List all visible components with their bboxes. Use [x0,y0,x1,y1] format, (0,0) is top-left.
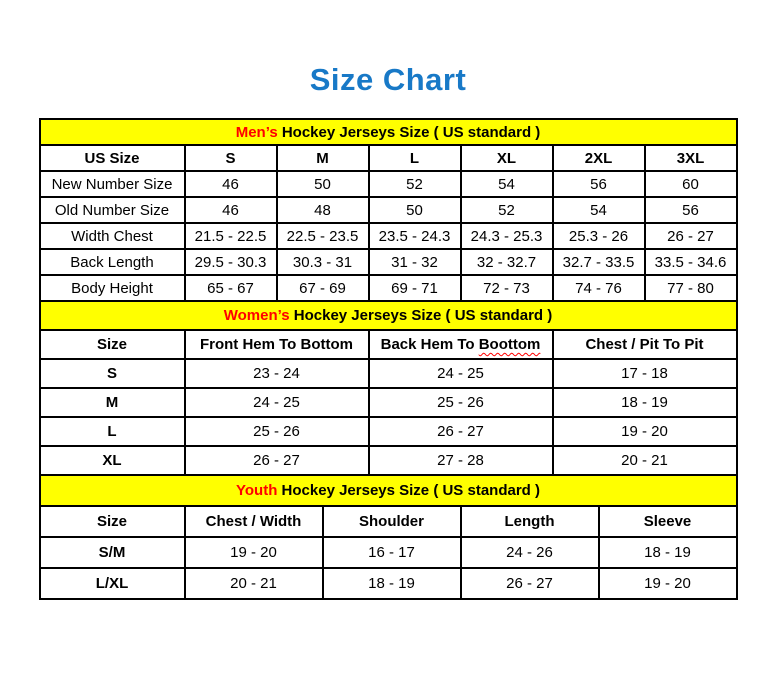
table-cell: 20 - 21 [553,446,737,475]
table-cell: 25 - 26 [185,417,369,446]
table-cell: 26 - 27 [645,223,737,249]
table-cell: 31 - 32 [369,249,461,275]
table-cell: 25.3 - 26 [553,223,645,249]
youth-header-row [40,506,737,537]
table-row [40,249,737,275]
youth-band-rest: Hockey Jerseys Size ( US standard ) [277,482,540,499]
row-label: L/XL [40,568,185,599]
table-row [40,388,737,417]
table-cell: 16 - 17 [323,537,461,568]
mens-size-table [39,118,738,302]
misspelled-word: Boottom [478,336,541,353]
table-cell: 52 [461,197,553,223]
table-cell: 56 [553,171,645,197]
table-cell: 32.7 - 33.5 [553,249,645,275]
table-cell: 48 [277,197,369,223]
table-cell: 33.5 - 34.6 [645,249,737,275]
womens-header-cell: Size [40,330,185,359]
mens-header-cell: L [369,145,461,171]
table-cell: 23 - 24 [185,359,369,388]
youth-band-row [40,475,737,506]
table-cell: 56 [645,197,737,223]
row-label: S/M [40,537,185,568]
table-cell: 77 - 80 [645,275,737,301]
table-row [40,223,737,249]
womens-header-row [40,330,737,359]
back-hem-text: Back Hem To [380,336,475,353]
youth-header-cell: Shoulder [323,506,461,537]
table-cell: 46 [185,197,277,223]
table-cell: 25 - 26 [369,388,553,417]
table-cell: 19 - 20 [553,417,737,446]
table-cell: 24 - 25 [369,359,553,388]
table-cell: 69 - 71 [369,275,461,301]
table-cell: 21.5 - 22.5 [185,223,277,249]
table-cell: 26 - 27 [461,568,599,599]
table-cell: 20 - 21 [185,568,323,599]
womens-band-row [40,301,737,330]
table-cell: 27 - 28 [369,446,553,475]
row-label: XL [40,446,185,475]
table-row [40,197,737,223]
row-label: New Number Size [40,171,185,197]
womens-band-prefix: Women’s [223,307,290,324]
womens-header-cell: Front Hem To Bottom [185,330,369,359]
youth-header-cell: Length [461,506,599,537]
mens-band-row [40,119,737,145]
table-cell: 67 - 69 [277,275,369,301]
mens-band-rest: Hockey Jerseys Size ( US standard ) [277,123,541,141]
mens-header-cell: 2XL [553,145,645,171]
table-cell: 29.5 - 30.3 [185,249,277,275]
youth-band-prefix: Youth [236,482,278,499]
womens-header-cell: Chest / Pit To Pit [553,330,737,359]
youth-section-band [40,475,737,506]
mens-section-band [40,119,737,145]
row-label: Back Length [40,249,185,275]
womens-band-rest: Hockey Jerseys Size ( US standard ) [289,307,553,324]
table-cell: 24 - 25 [185,388,369,417]
table-cell: 18 - 19 [553,388,737,417]
table-cell: 74 - 76 [553,275,645,301]
mens-header-row [40,145,737,171]
table-cell: 54 [461,171,553,197]
row-label: L [40,417,185,446]
youth-header-cell: Chest / Width [185,506,323,537]
row-label: S [40,359,185,388]
table-cell: 23.5 - 24.3 [369,223,461,249]
table-row [40,275,737,301]
table-cell: 24.3 - 25.3 [461,223,553,249]
table-row [40,171,737,197]
table-cell: 19 - 20 [185,537,323,568]
table-cell: 65 - 67 [185,275,277,301]
mens-header-cell: US Size [40,145,185,171]
womens-size-table [39,300,738,476]
youth-size-table [39,474,738,600]
row-label: Width Chest [40,223,185,249]
womens-section-band [40,301,737,330]
table-cell: 18 - 19 [599,537,737,568]
table-row [40,417,737,446]
table-cell: 32 - 32.7 [461,249,553,275]
table-cell: 50 [277,171,369,197]
table-cell: 19 - 20 [599,568,737,599]
mens-header-cell: XL [461,145,553,171]
table-row [40,568,737,599]
womens-header-cell-back-hem [369,330,553,359]
size-tables [39,118,738,600]
table-cell: 26 - 27 [185,446,369,475]
table-cell: 18 - 19 [323,568,461,599]
table-cell: 22.5 - 23.5 [277,223,369,249]
row-label: M [40,388,185,417]
table-cell: 30.3 - 31 [277,249,369,275]
table-cell: 72 - 73 [461,275,553,301]
table-cell: 24 - 26 [461,537,599,568]
table-cell: 60 [645,171,737,197]
table-cell: 54 [553,197,645,223]
youth-header-cell: Size [40,506,185,537]
table-cell: 50 [369,197,461,223]
row-label: Body Height [40,275,185,301]
table-row [40,446,737,475]
table-cell: 46 [185,171,277,197]
youth-header-cell: Sleeve [599,506,737,537]
table-cell: 26 - 27 [369,417,553,446]
mens-band-prefix: Men’s [235,123,278,141]
table-cell: 52 [369,171,461,197]
table-row [40,359,737,388]
table-cell: 17 - 18 [553,359,737,388]
mens-header-cell: 3XL [645,145,737,171]
table-row [40,537,737,568]
mens-header-cell: S [185,145,277,171]
row-label: Old Number Size [40,197,185,223]
mens-header-cell: M [277,145,369,171]
page-title: Size Chart [309,62,467,97]
